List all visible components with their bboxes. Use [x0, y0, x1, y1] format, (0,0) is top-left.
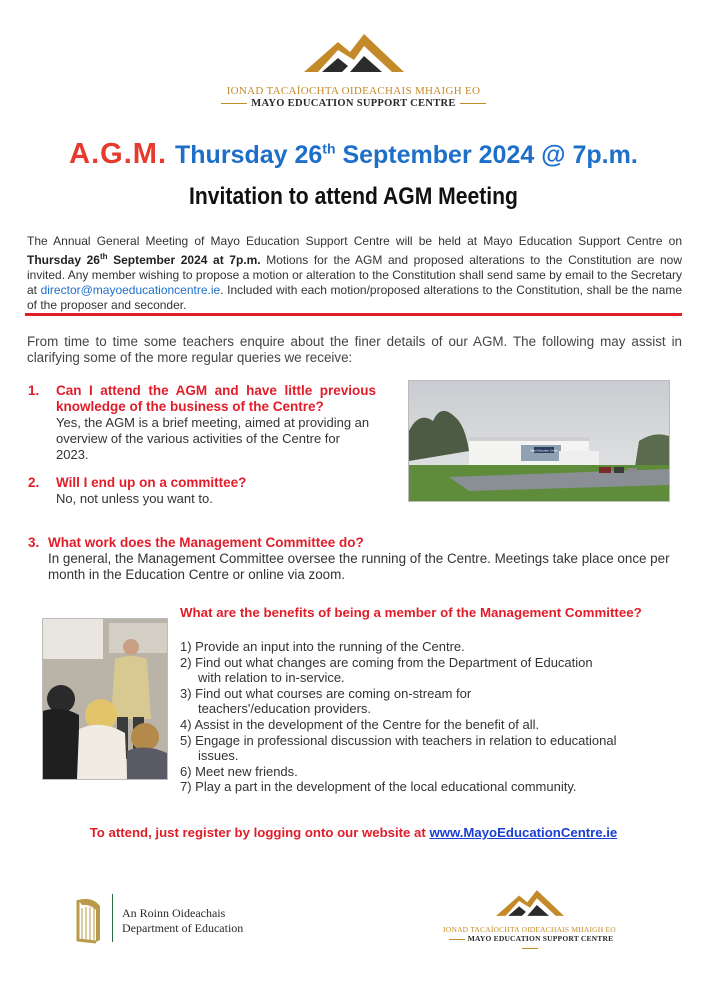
- faq-answer-3: In general, the Management Committee oversee the running of the Centre. Meetings take place once per month in the Education Centre or online via zoom.: [48, 551, 670, 582]
- page-subtitle: Invitation to attend AGM Meeting: [189, 183, 518, 210]
- svg-text:Mayo Education Centre: Mayo Education Centre: [530, 449, 558, 453]
- building-photo: [408, 380, 670, 502]
- header-logo: [0, 28, 707, 109]
- faq-intro-paragraph: From time to time some teachers enquire about the finer details of our AGM. The following may assist in clarifying some of the more regular queries we receive:: [27, 334, 682, 365]
- faq-question-3: What work does the Management Committee do?: [48, 535, 364, 550]
- register-line: To attend, just register by logging onto our website at www.MayoEducationCentre.ie: [89, 825, 618, 840]
- header-irish-name: IONAD TACAÍOCHTA OIDEACHAIS MHAIGH EO: [226, 85, 481, 97]
- header-english-name: MAYO EDUCATION SUPPORT CENTRE: [0, 98, 707, 109]
- faq-item-1: [56, 383, 376, 463]
- benefits-title: What are the benefits of being a member of the Management Committee?: [180, 605, 642, 620]
- faq-answer-2: No, not unless you want to.: [56, 491, 213, 506]
- faq-number-2: 2.: [28, 475, 40, 490]
- faq-number-3: 3.: [28, 535, 40, 550]
- faq-number-1: 1.: [28, 383, 40, 398]
- faq-answer-1: Yes, the AGM is a brief meeting, aimed at providing an overview of the various activities of the Centre for 2023.: [56, 415, 370, 462]
- agm-date: Thursday 26th September 2024 @ 7p.m.: [175, 140, 638, 169]
- list-item: 5) Engage in professional discussion with teachers in relation to educational issues.: [180, 732, 617, 764]
- harp-icon: [72, 896, 106, 946]
- mountain-logo-icon: [490, 886, 570, 920]
- secretary-email-link[interactable]: director@mayoeducationcentre.ie: [40, 283, 221, 297]
- footer-irish-name: IONAD TACAÍOCHTA OIDEACHAIS MHAIGH EO: [443, 925, 616, 934]
- faq-question-1: Can I attend the AGM and have little previous knowledge of the business of the Centre?: [56, 383, 376, 414]
- website-link[interactable]: www.MayoEducationCentre.ie: [429, 825, 618, 840]
- classroom-photo: [42, 618, 168, 780]
- footer-logo: [437, 886, 622, 952]
- list-item: 6) Meet new friends.: [180, 763, 298, 779]
- classroom-photo-image: [43, 619, 167, 779]
- list-item: 2) Find out what changes are coming from the Department of Education with relation to in-service.: [180, 654, 593, 686]
- list-item: 3) Find out what courses are coming on-stream for teachers'/education providers.: [180, 685, 472, 717]
- page-title: [0, 138, 707, 171]
- list-item: 4) Assist in the development of the Centre for the benefit of all.: [180, 716, 540, 732]
- building-photo-image: [409, 381, 669, 501]
- list-item: 1) Provide an input into the running of the Centre.: [180, 639, 465, 654]
- benefits-list: [180, 639, 680, 795]
- dept-english-name: Department of Education: [122, 921, 244, 935]
- faq-item-2: [56, 475, 376, 507]
- list-item: 7) Play a part in the development of the local educational community.: [180, 779, 577, 795]
- mountain-logo-icon: [298, 28, 410, 78]
- red-divider: [25, 313, 682, 316]
- intro-paragraph: The Annual General Meeting of Mayo Education Support Centre will be held at Mayo Education Support Centre on Thursday 26th September 2024 at 7p.m. Motions for the AGM and proposed alterations to the Constitution are now invited. Any member wishing to propose a motion or alteration to the Constitution shall send same by email to the Secretary at director@mayoeducationcentre.ie. Included with each motion/proposed alterations to the Constitution, shall be the name of the proposer and seconder.: [27, 234, 683, 312]
- agm-label: A.G.M.: [69, 138, 168, 170]
- dept-irish-name: An Roinn Oideachais: [122, 906, 226, 920]
- footer-english-name: MAYO EDUCATION SUPPORT CENTRE: [437, 934, 622, 952]
- faq-question-2: Will I end up on a committee?: [56, 475, 247, 490]
